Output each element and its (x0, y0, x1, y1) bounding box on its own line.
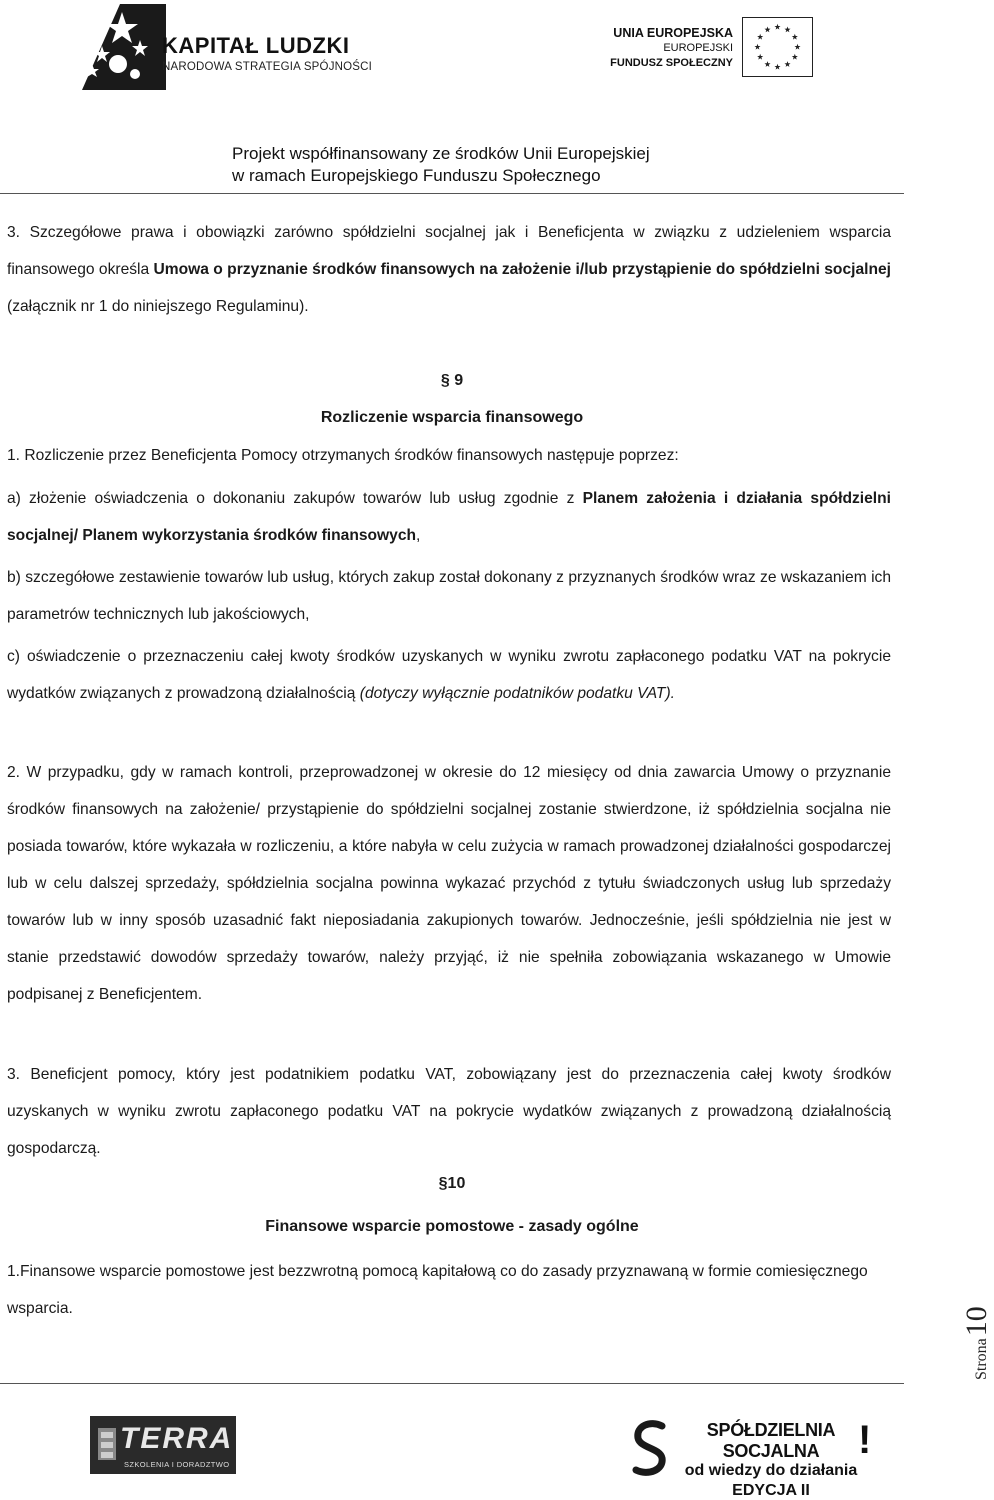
ue-line-2: EUROPEJSKI (663, 42, 733, 54)
ss-line-2: od wiedzy do działania (684, 1462, 858, 1479)
terra-logo (90, 1416, 236, 1474)
terra-emblem-icon (96, 1424, 118, 1464)
page-number-value: 10 (960, 1306, 993, 1337)
eu-wordmark (590, 26, 733, 71)
kapital-ludzki-title: KAPITAŁ LUDZKI (162, 33, 350, 58)
kapital-ludzki-subtitle: NARODOWA STRATEGIA SPÓJNOŚCI (162, 61, 373, 73)
section-9-number: § 9 (440, 372, 464, 389)
ue-line-1: UNIA EUROPEJSKA (613, 26, 733, 40)
s9-pa-text-a: a) złożenie oświadczenia o dokonaniu zakupów towarów lub usług zgodnie z (7, 490, 583, 507)
section-9-point-3: 3. Beneficjent pomocy, który jest podatnikiem podatku VAT, zobowiązany jest do przeznaczenia całej kwoty środków uzyskanych w wyniku zwrotu zapłaconego podatku VAT na pokrycie wydatków związanych z prowadzoną działalnością gospodarczą. (7, 1066, 891, 1157)
section-10-number: §10 (438, 1175, 466, 1192)
kapital-ludzki-wordmark (162, 34, 372, 73)
page-label: Strona (973, 1338, 990, 1380)
cofinancing-line-1: Projekt współfinansowany ze środków Unii Europejskiej (232, 144, 650, 163)
ss-exclamation: ! (858, 1418, 872, 1462)
section-9-point-2: 2. W przypadku, gdy w ramach kontroli, przeprowadzonej w okresie do 12 miesięcy od dnia zawarcia Umowy o przyznanie środków finansowych na założenie/ przystąpienie do spółdzielni socjalnej zostanie stwierdzone, iż spółdzielnia socjalna nie posiada towarów, które wykazała w rozliczeniu, a które nabyła w celu zużycia w ramach prowadzonej działalności gospodarczej lub w celu dalszej sprzedaży, spółdzielnia socjalna powinna wykazać przychód z tytułu świadczonych usług lub sprzedaży towarów lub w inny sposób uzasadnić fakt nieposiadania zakupionych towarów. Jednocześnie, jeśli spółdzielnia nie jest w stanie przedstawić dowodów sprzedaży towarów, należy przyjąć, iż nie spełniła zobowiązania wskazanego w Umowie podpisanej z Beneficjentem. (7, 764, 891, 1003)
s9-pc-text-a: c) oświadczenie o przeznaczeniu całej kwoty środków uzyskanych w wyniku zwrotu zapłaconego podatku VAT na pokrycie wydatków związanych z prowadzoną działalnością (7, 648, 891, 702)
header-divider (0, 193, 904, 194)
paragraph-3-rights (7, 214, 891, 325)
eu-flag-icon (742, 17, 813, 77)
section-9-title: Rozliczenie wsparcia finansowego (320, 409, 584, 426)
p3-text-a: 3. Szczegółowe prawa i obowiązki zarówno spółdzielni socjalnej jak i Beneficjenta w związku z udzieleniem wsparcia finansowego określa (7, 224, 891, 278)
s9-pa-text-c: , (416, 527, 421, 544)
s9-pa-plan-name: Planem założenia i działania spółdzielni socjalnej/ Planem wykorzystania środków finansowych (7, 490, 891, 544)
section-9-point-c (7, 638, 891, 712)
spoldzielnia-wordmark (676, 1420, 866, 1500)
p3-agreement-name: Umowa o przyznanie środków finansowych na założenie i/lub przystąpienie do spółdzielni socjalnej (153, 261, 891, 278)
section-9-point-b: b) szczegółowe zestawienie towarów lub usług, których zakup został dokonany z przyznanych środków wraz ze wskazaniem ich parametrów technicznych lub jakościowych, (7, 569, 891, 623)
terra-subtitle: SZKOLENIA I DORADZTWO (124, 1460, 230, 1469)
ss-line-1: SPÓŁDZIELNIA SOCJALNA (706, 1420, 836, 1461)
ue-line-3: FUNDUSZ SPOŁECZNY (610, 57, 733, 69)
cofinancing-line-2: w ramach Europejskiego Funduszu Społecznego (232, 166, 601, 185)
page-number (936, 1290, 993, 1380)
section-9-point-a (7, 480, 891, 554)
section-10-point-1: 1.Finansowe wsparcie pomostowe jest bezzwrotną pomocą kapitałową co do zasady przyznawaną w formie comiesięcznego wsparcia. (7, 1263, 868, 1317)
s9-pc-note: (dotyczy wyłącznie podatników podatku VAT). (359, 685, 675, 702)
footer-divider (0, 1383, 904, 1384)
cofinancing-note (232, 143, 732, 187)
terra-name: TERRA (120, 1422, 234, 1455)
kapital-ludzki-logo-icon (78, 2, 168, 92)
ss-line-3: EDYCJA II (732, 1482, 810, 1499)
section-10-title: Finansowe wsparcie pomostowe - zasady ogólne (265, 1218, 639, 1235)
p3-text-c: (załącznik nr 1 do niniejszego Regulaminu). (7, 298, 309, 315)
spoldzielnia-s-logo-icon (630, 1418, 670, 1480)
section-9-point-1: 1. Rozliczenie przez Beneficjenta Pomocy otrzymanych środków finansowych następuje poprzez: (7, 447, 679, 464)
